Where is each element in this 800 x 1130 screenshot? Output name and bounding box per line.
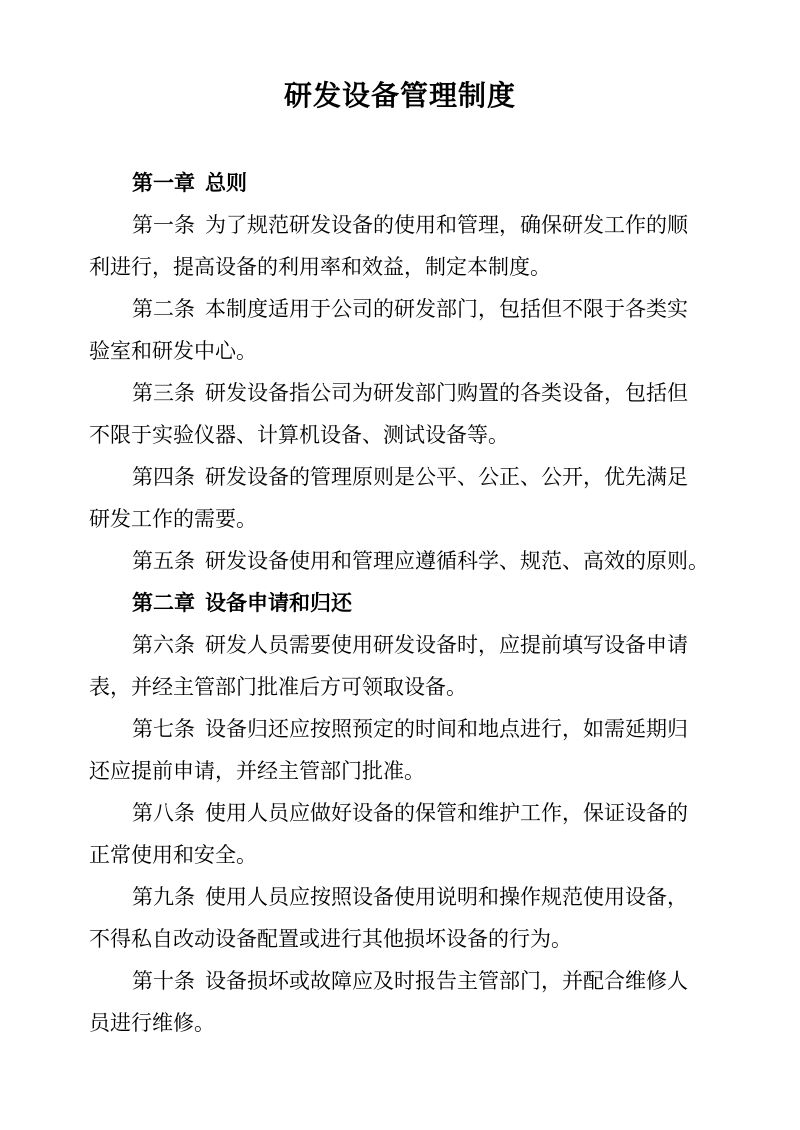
article-text: 为了规范研发设备的使用和管理，确保研发工作的顺: [205, 213, 688, 237]
chapter-heading-2: [89, 582, 715, 624]
chapter-title: 总则: [205, 170, 247, 195]
article-3: [89, 372, 715, 456]
article-text: 不限于实验仪器、计算机设备、测试设备等。: [89, 423, 509, 447]
article-10: [89, 960, 715, 1044]
article-4: [89, 456, 715, 540]
article-number: 第四条: [132, 465, 195, 489]
document-title: 研发设备管理制度: [283, 79, 516, 112]
article-text: 本制度适用于公司的研发部门，包括但不限于各类实: [205, 297, 688, 321]
article-text: 验室和研发中心。: [89, 339, 257, 363]
article-text: 研发工作的需要。: [89, 507, 257, 531]
article-number: 第五条: [132, 549, 195, 573]
chapter-number: 第二章: [132, 590, 195, 615]
article-text: 设备归还应按照预定的时间和地点进行，如需延期归: [205, 717, 688, 741]
article-number: 第一条: [132, 213, 195, 237]
article-number: 第八条: [132, 801, 195, 825]
article-text: 正常使用和安全。: [89, 843, 257, 867]
document-body: [89, 162, 715, 1044]
article-text: 利进行，提高设备的利用率和效益，制定本制度。: [89, 255, 551, 279]
article-text: 研发人员需要使用研发设备时，应提前填写设备申请: [205, 633, 688, 657]
article-number: 第九条: [132, 885, 195, 909]
article-text: 表，并经主管部门批准后方可领取设备。: [89, 675, 467, 699]
chapter-title: 设备申请和归还: [205, 590, 352, 615]
article-text: 研发设备的管理原则是公平、公正、公开，优先满足: [205, 465, 688, 489]
article-text: 不得私自改动设备配置或进行其他损坏设备的行为。: [89, 927, 572, 951]
article-text: 研发设备使用和管理应遵循科学、规范、高效的原则。: [205, 549, 709, 573]
chapter-number: 第一章: [132, 170, 195, 195]
article-text: 员进行维修。: [89, 1011, 215, 1035]
article-8: [89, 792, 715, 876]
article-text: 还应提前申请，并经主管部门批准。: [89, 759, 425, 783]
article-number: 第六条: [132, 633, 195, 657]
article-1: [89, 204, 715, 288]
article-text: 研发设备指公司为研发部门购置的各类设备，包括但: [205, 381, 688, 405]
article-text: 使用人员应做好设备的保管和维护工作，保证设备的: [205, 801, 688, 825]
article-5: [89, 540, 715, 582]
article-text: 使用人员应按照设备使用说明和操作规范使用设备，: [205, 885, 688, 909]
article-number: 第十条: [132, 969, 195, 993]
article-number: 第二条: [132, 297, 195, 321]
article-text: 设备损坏或故障应及时报告主管部门，并配合维修人: [205, 969, 688, 993]
article-6: [89, 624, 715, 708]
article-number: 第三条: [132, 381, 195, 405]
chapter-heading-1: [89, 162, 715, 204]
article-2: [89, 288, 715, 372]
article-9: [89, 876, 715, 960]
article-number: 第七条: [132, 717, 195, 741]
article-7: [89, 708, 715, 792]
